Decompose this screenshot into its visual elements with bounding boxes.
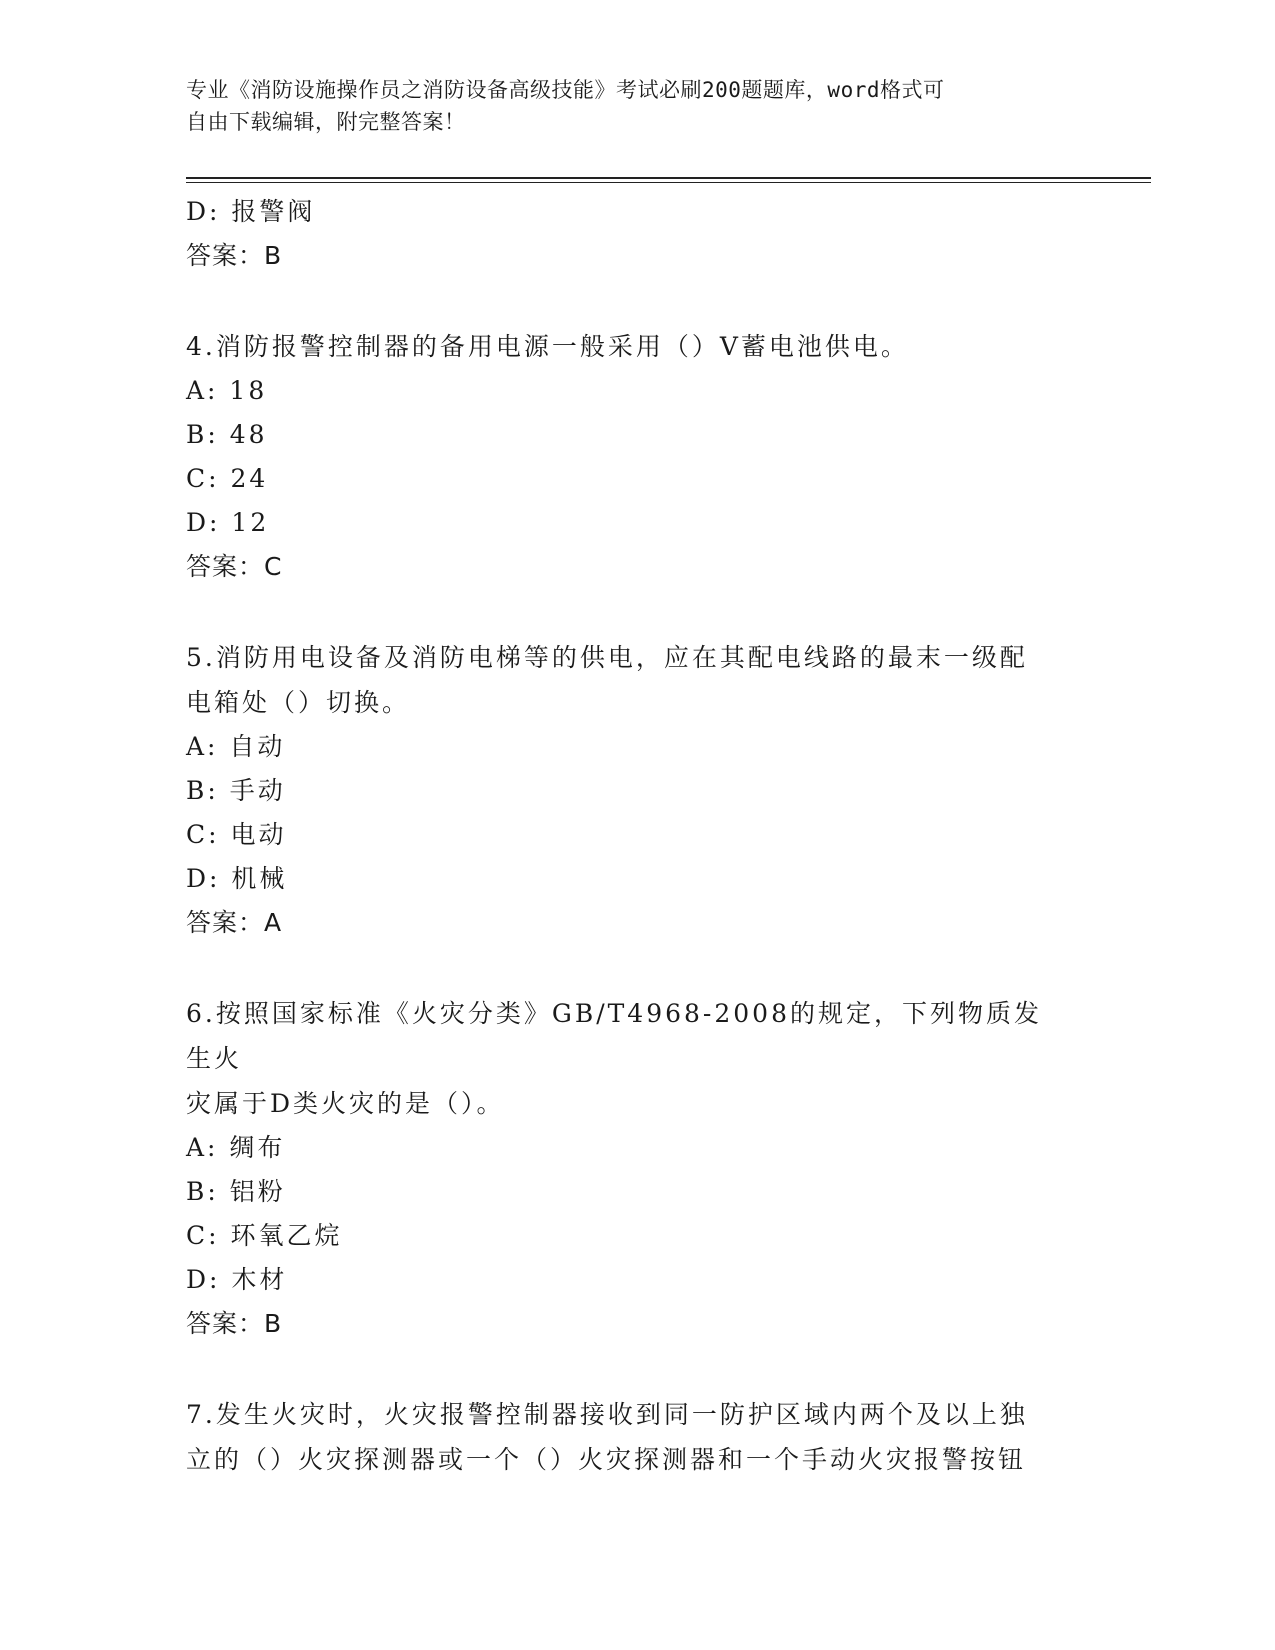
option-d: D: 12	[186, 508, 270, 537]
option-a: A: 18	[186, 376, 268, 405]
option-c: C: 环氧乙烷	[186, 1221, 343, 1250]
answer: 答案：A	[186, 908, 283, 937]
option-d: D: 机械	[186, 864, 288, 893]
option-d: D: 木材	[186, 1265, 288, 1294]
question-text-line-1: 5.消防用电设备及消防电梯等的供电，应在其配电线路的最末一级配	[186, 643, 1028, 672]
option-a: A: 绸布	[186, 1133, 286, 1162]
question-content	[186, 190, 1086, 1482]
option-c: C: 24	[186, 464, 269, 493]
header-rule-thick	[186, 177, 1151, 179]
option-d: D: 报警阀	[186, 197, 316, 226]
option-b: B: 48	[186, 420, 268, 449]
question-text: 4.消防报警控制器的备用电源一般采用（）V蓄电池供电。	[186, 332, 909, 361]
option-b: B: 铝粉	[186, 1177, 286, 1206]
question-text-line-2: 电箱处（）切换。	[186, 688, 411, 717]
question-5	[186, 635, 1086, 945]
header-line-1: 专业《消防设施操作员之消防设备高级技能》考试必刷200题题库，word格式可	[186, 78, 945, 102]
question-text-line-2: 灾属于D类火灾的是（）。	[186, 1089, 505, 1118]
answer: 答案：C	[186, 552, 283, 581]
question-text-line-1: 6.按照国家标准《火灾分类》GB/T4968-2008的规定，下列物质发生火	[186, 999, 1042, 1073]
document-header	[186, 74, 1066, 138]
answer: 答案：B	[186, 1309, 283, 1338]
option-b: B: 手动	[186, 776, 286, 805]
question-6	[186, 991, 1086, 1346]
question-4	[186, 324, 1086, 589]
header-line-2: 自由下载编辑，附完整答案！	[186, 110, 466, 134]
question-text-line-1: 7.发生火灾时，火灾报警控制器接收到同一防护区域内两个及以上独	[186, 1400, 1028, 1429]
answer: 答案：B	[186, 241, 283, 270]
option-a: A: 自动	[186, 732, 286, 761]
header-rule-thin	[186, 182, 1151, 183]
option-c: C: 电动	[186, 820, 287, 849]
question-text-line-2: 立的（）火灾探测器或一个（）火灾探测器和一个手动火灾报警按钮	[186, 1445, 1027, 1474]
question-7	[186, 1392, 1086, 1482]
